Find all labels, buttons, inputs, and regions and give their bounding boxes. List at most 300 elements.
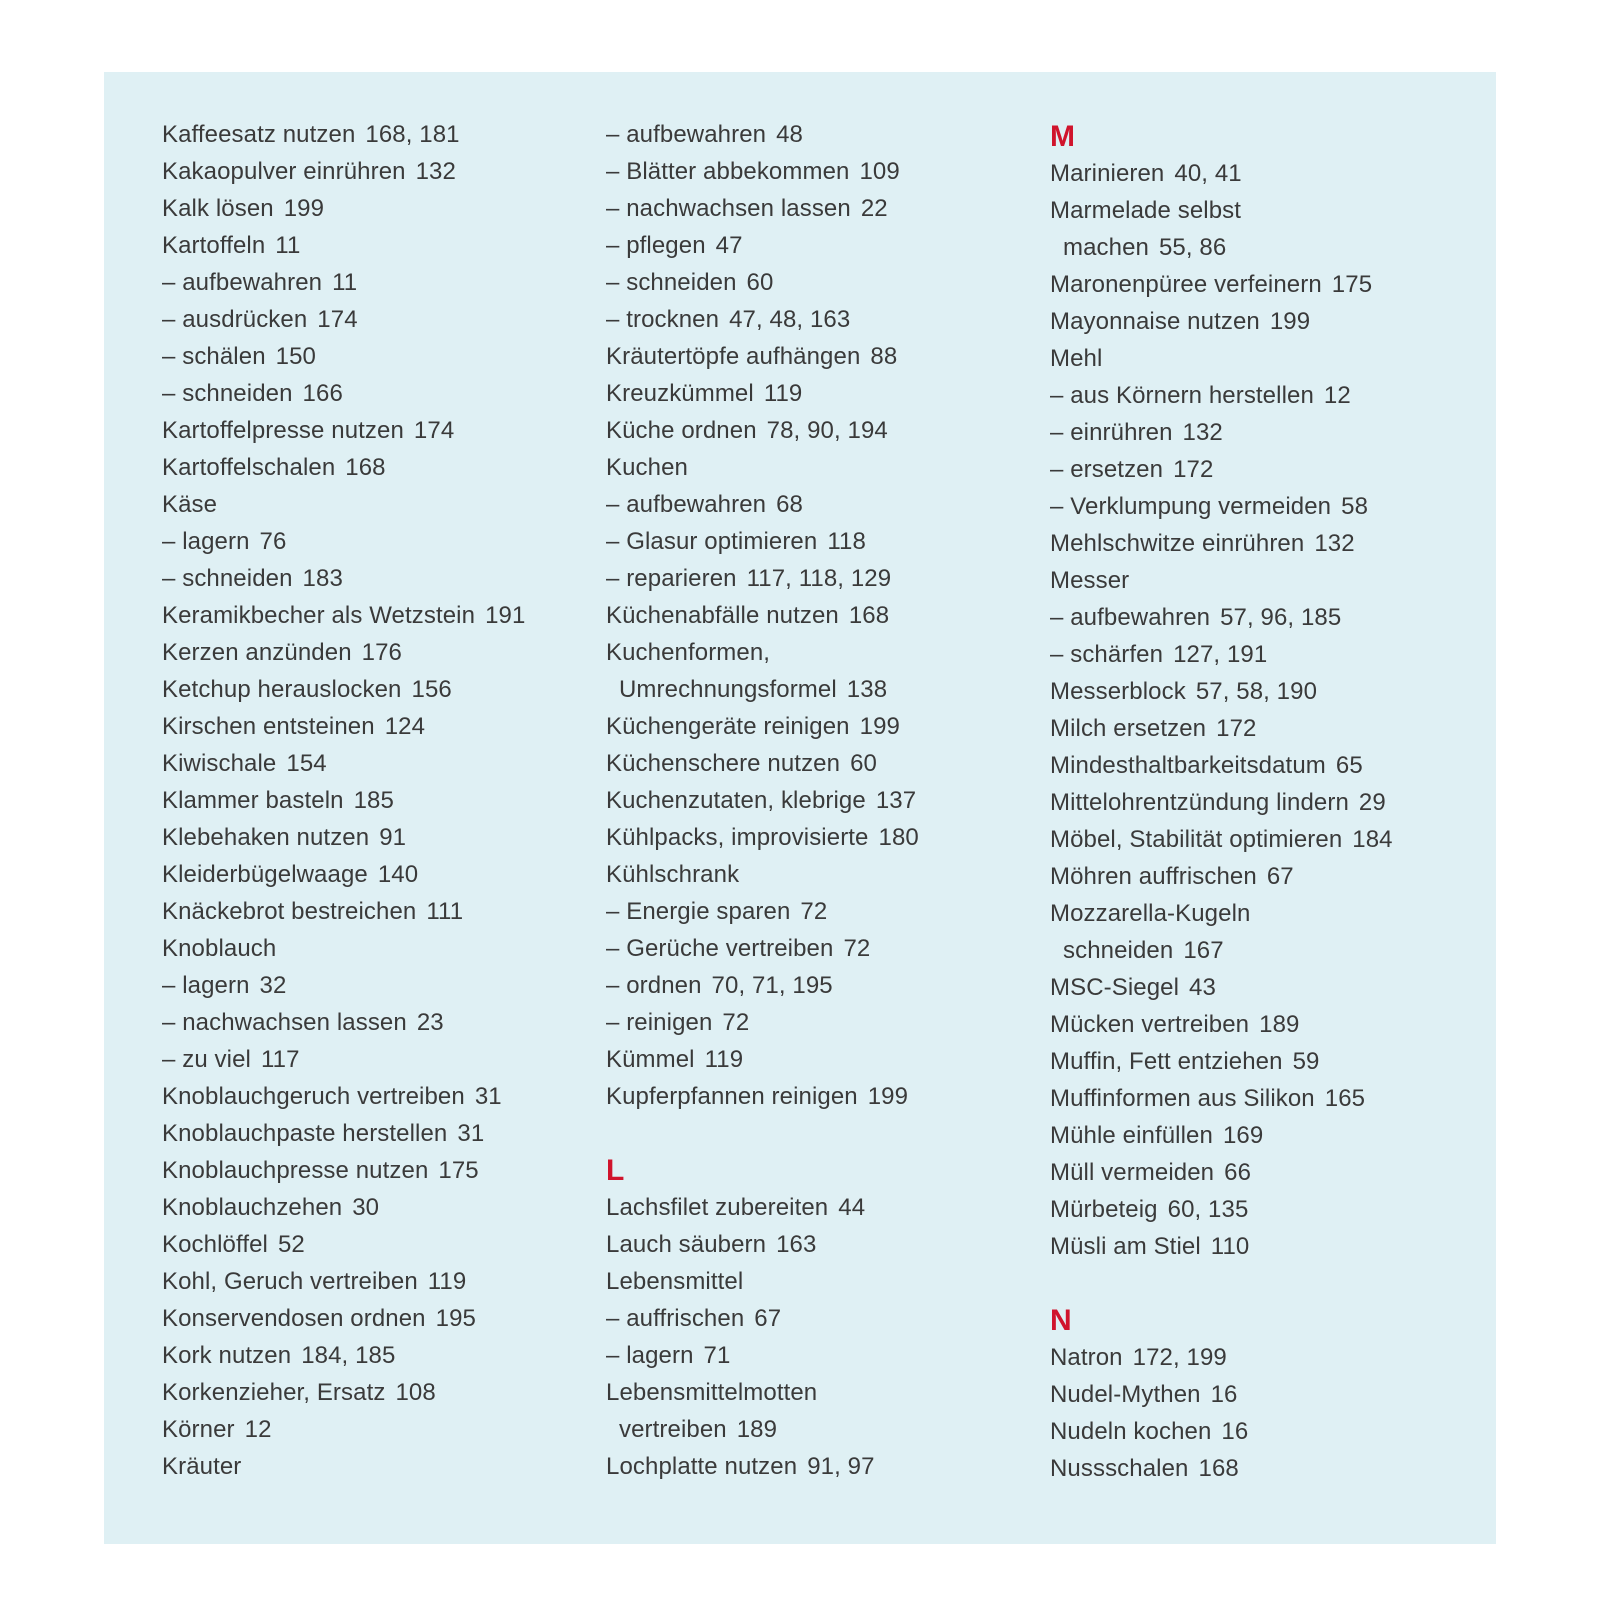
entry-term: Küchenschere nutzen — [606, 750, 841, 777]
entry-term: vertreiben — [619, 1416, 727, 1443]
entry-pages: 175 — [1331, 271, 1373, 298]
index-entry — [162, 745, 582, 782]
entry-pages: 22 — [860, 195, 888, 222]
index-entry — [1050, 1117, 1490, 1154]
entry-pages: 70, 71, 195 — [711, 972, 833, 999]
index-entry — [606, 893, 1026, 930]
entry-term: Lochplatte nutzen — [606, 1453, 798, 1480]
entry-pages: 16 — [1221, 1418, 1249, 1445]
entry-term: Lauch säubern — [606, 1231, 767, 1258]
section-gap — [1050, 1265, 1490, 1300]
entry-term: – lagern — [162, 972, 250, 999]
entry-pages: 168 — [1198, 1455, 1239, 1482]
entry-pages: 67 — [754, 1305, 782, 1332]
index-entry — [606, 486, 1026, 523]
entry-term: – schneiden — [162, 565, 293, 592]
entry-pages: 166 — [302, 380, 343, 407]
entry-pages: 183 — [302, 565, 343, 592]
entry-pages: 163 — [776, 1231, 817, 1258]
entry-term: – zu viel — [162, 1046, 251, 1073]
index-entry — [606, 671, 1026, 708]
section-letter: N — [1050, 1304, 1072, 1337]
entry-pages: 175 — [438, 1157, 479, 1184]
entry-pages: 108 — [395, 1379, 436, 1406]
entry-pages: 12 — [244, 1416, 272, 1443]
index-entry — [162, 1115, 582, 1152]
index-entry — [606, 1078, 1026, 1115]
entry-term: – Glasur optimieren — [606, 528, 818, 555]
entry-term: Kalk lösen — [162, 195, 274, 222]
entry-term: Lachsfilet zubereiten — [606, 1194, 829, 1221]
index-entry — [162, 1078, 582, 1115]
index-entry — [162, 930, 582, 967]
index-entry — [606, 264, 1026, 301]
index-entry — [162, 338, 582, 375]
entry-pages: 137 — [875, 787, 917, 814]
entry-term: Küche ordnen — [606, 417, 757, 444]
entry-term: – pflegen — [606, 232, 706, 259]
entry-pages: 109 — [859, 158, 900, 185]
index-entry — [162, 190, 582, 227]
index-entry — [162, 1300, 582, 1337]
entry-term: Mittelohrentzündung lindern — [1050, 789, 1349, 816]
index-entry — [606, 301, 1026, 338]
entry-term: – nachwachsen lassen — [606, 195, 851, 222]
index-entry — [1050, 1339, 1490, 1376]
index-entry — [606, 634, 1026, 671]
entry-term: Kühlschrank — [606, 861, 740, 888]
index-entry — [1050, 451, 1490, 488]
entry-pages: 47, 48, 163 — [729, 306, 851, 333]
entry-term: Kuchenformen, — [606, 639, 771, 666]
index-entry — [1050, 636, 1490, 673]
index-entry — [606, 1041, 1026, 1078]
entry-pages: 199 — [283, 195, 325, 222]
entry-pages: 172, 199 — [1132, 1344, 1227, 1371]
entry-term: Kirschen entsteinen — [162, 713, 375, 740]
entry-pages: 23 — [416, 1009, 444, 1036]
entry-term: Kuchen — [606, 454, 688, 481]
index-entry — [162, 1337, 582, 1374]
entry-term: Knoblauchgeruch vertreiben — [162, 1083, 465, 1110]
entry-term: Küchengeräte reinigen — [606, 713, 850, 740]
index-entry — [1050, 192, 1490, 229]
section-letter: M — [1050, 120, 1076, 153]
entry-pages: 12 — [1323, 382, 1351, 409]
entry-term: Mayonnaise nutzen — [1050, 308, 1260, 335]
entry-pages: 71 — [703, 1342, 731, 1369]
entry-term: machen — [1063, 234, 1149, 261]
index-column-1 — [162, 116, 582, 1485]
entry-term: Klammer basteln — [162, 787, 344, 814]
index-entry — [1050, 969, 1490, 1006]
entry-term: Möhren auffrischen — [1050, 863, 1257, 890]
index-entry — [606, 1411, 1026, 1448]
entry-pages: 184, 185 — [301, 1342, 396, 1369]
entry-term: – Verklumpung vermeiden — [1050, 493, 1332, 520]
entry-pages: 88 — [870, 343, 898, 370]
index-entry — [1050, 673, 1490, 710]
index-entry — [606, 1263, 1026, 1300]
entry-pages: 174 — [317, 306, 358, 333]
index-entry — [1050, 414, 1490, 451]
index-entry — [606, 708, 1026, 745]
entry-pages: 199 — [1269, 308, 1311, 335]
entry-term: – reinigen — [606, 1009, 713, 1036]
entry-term: Muffin, Fett entziehen — [1050, 1048, 1283, 1075]
entry-pages: 189 — [736, 1416, 778, 1443]
entry-pages: 59 — [1292, 1048, 1320, 1075]
index-entry — [162, 227, 582, 264]
entry-term: Möbel, Stabilität optimieren — [1050, 826, 1343, 853]
index-entry — [1050, 1043, 1490, 1080]
entry-term: – schneiden — [606, 269, 737, 296]
index-entry — [1050, 303, 1490, 340]
entry-term: Kuchenzutaten, klebrige — [606, 787, 866, 814]
entry-pages: 118 — [827, 528, 866, 555]
index-entry — [1050, 155, 1490, 192]
entry-term: Kupferpfannen reinigen — [606, 1083, 858, 1110]
index-entry — [162, 375, 582, 412]
index-entry — [1050, 1006, 1490, 1043]
entry-pages: 16 — [1210, 1381, 1238, 1408]
entry-term: Klebehaken nutzen — [162, 824, 370, 851]
entry-pages: 140 — [377, 861, 419, 888]
entry-term: Keramikbecher als Wetzstein — [162, 602, 476, 629]
entry-term: Kräutertöpfe aufhängen — [606, 343, 861, 370]
entry-pages: 156 — [411, 676, 452, 703]
entry-pages: 169 — [1222, 1122, 1264, 1149]
entry-pages: 43 — [1189, 974, 1216, 1001]
entry-term: Kräuter — [162, 1453, 242, 1480]
entry-pages: 110 — [1210, 1233, 1250, 1260]
entry-pages: 195 — [435, 1305, 476, 1332]
entry-pages: 132 — [1182, 419, 1223, 446]
index-entry — [606, 523, 1026, 560]
entry-term: Milch ersetzen — [1050, 715, 1207, 742]
index-entry — [1050, 340, 1490, 377]
entry-pages: 91 — [379, 824, 407, 851]
index-entry — [162, 264, 582, 301]
entry-pages: 44 — [838, 1194, 866, 1221]
index-entry — [1050, 932, 1490, 969]
entry-term: Müll vermeiden — [1050, 1159, 1215, 1186]
index-entry — [162, 116, 582, 153]
section-letter: L — [606, 1154, 625, 1187]
index-entry — [162, 1263, 582, 1300]
index-entry — [606, 1004, 1026, 1041]
entry-term: – einrühren — [1050, 419, 1173, 446]
entry-pages: 185 — [353, 787, 394, 814]
entry-pages: 76 — [259, 528, 287, 555]
entry-term: Nussschalen — [1050, 1455, 1189, 1482]
index-entry — [1050, 266, 1490, 303]
entry-pages: 167 — [1183, 937, 1224, 964]
index-entry — [1050, 1413, 1490, 1450]
entry-pages: 91, 97 — [807, 1453, 875, 1480]
index-entry — [162, 1448, 582, 1485]
entry-pages: 165 — [1324, 1085, 1366, 1112]
entry-pages: 72 — [722, 1009, 750, 1036]
index-entry — [1050, 1228, 1490, 1265]
index-entry — [162, 1189, 582, 1226]
entry-term: Natron — [1050, 1344, 1123, 1371]
entry-pages: 55, 86 — [1158, 234, 1227, 261]
index-entry — [162, 1374, 582, 1411]
entry-term: – nachwachsen lassen — [162, 1009, 407, 1036]
entry-term: Müsli am Stiel — [1050, 1233, 1201, 1260]
entry-term: Mindesthaltbarkeitsdatum — [1050, 752, 1326, 779]
index-entry — [606, 856, 1026, 893]
entry-term: Lebensmittel — [606, 1268, 744, 1295]
entry-term: – ersetzen — [1050, 456, 1164, 483]
index-entry — [1050, 562, 1490, 599]
entry-term: Käse — [162, 491, 218, 518]
entry-pages: 40, 41 — [1174, 160, 1242, 187]
index-entry — [606, 745, 1026, 782]
entry-term: Kiwischale — [162, 750, 277, 777]
index-entry — [606, 1189, 1026, 1226]
index-entry — [162, 153, 582, 190]
entry-pages: 172 — [1173, 456, 1214, 483]
section-gap — [606, 1115, 1026, 1150]
index-entry — [1050, 1376, 1490, 1413]
index-entry — [162, 1004, 582, 1041]
entry-pages: 174 — [413, 417, 455, 444]
entry-pages: 117 — [260, 1046, 300, 1073]
index-entry — [606, 597, 1026, 634]
entry-pages: 65 — [1335, 752, 1363, 779]
index-entry — [606, 782, 1026, 819]
entry-term: – aufbewahren — [1050, 604, 1211, 631]
index-entry — [606, 449, 1026, 486]
entry-pages: 57, 96, 185 — [1220, 604, 1342, 631]
entry-term: Nudeln kochen — [1050, 1418, 1212, 1445]
index-entry — [1050, 488, 1490, 525]
index-entry — [1050, 1450, 1490, 1487]
entry-term: Knoblauch — [162, 935, 277, 962]
entry-term: Mühle einfüllen — [1050, 1122, 1213, 1149]
entry-term: Kohl, Geruch vertreiben — [162, 1268, 418, 1295]
entry-term: Mücken vertreiben — [1050, 1011, 1250, 1038]
index-entry — [1050, 377, 1490, 414]
entry-term: Nudel-Mythen — [1050, 1381, 1201, 1408]
entry-term: Kartoffelschalen — [162, 454, 336, 481]
entry-term: – ausdrücken — [162, 306, 308, 333]
entry-term: Mürbeteig — [1050, 1196, 1158, 1223]
entry-pages: 119 — [763, 380, 803, 407]
index-entry — [1050, 710, 1490, 747]
entry-term: Lebensmittelmotten — [606, 1379, 818, 1406]
index-entry — [1050, 895, 1490, 932]
entry-pages: 176 — [361, 639, 402, 666]
entry-term: – aus Körnern herstellen — [1050, 382, 1314, 409]
entry-pages: 168, 181 — [365, 121, 460, 148]
index-entry — [1050, 858, 1490, 895]
index-entry — [1050, 525, 1490, 562]
index-entry — [162, 967, 582, 1004]
entry-pages: 127, 191 — [1173, 641, 1268, 668]
index-entry — [606, 1337, 1026, 1374]
entry-pages: 60, 135 — [1167, 1196, 1249, 1223]
entry-term: Marinieren — [1050, 160, 1165, 187]
entry-pages: 29 — [1358, 789, 1386, 816]
index-entry — [1050, 1154, 1490, 1191]
index-entry — [162, 1226, 582, 1263]
entry-term: – reparieren — [606, 565, 737, 592]
entry-pages: 119 — [704, 1046, 744, 1073]
entry-pages: 132 — [1314, 530, 1355, 557]
index-entry — [162, 412, 582, 449]
entry-pages: 48 — [776, 121, 803, 148]
index-column-2 — [606, 116, 1026, 1485]
index-entry — [162, 301, 582, 338]
entry-pages: 189 — [1259, 1011, 1300, 1038]
entry-term: Ketchup herauslocken — [162, 676, 402, 703]
entry-pages: 111 — [426, 898, 464, 925]
index-entry — [162, 708, 582, 745]
entry-pages: 31 — [474, 1083, 502, 1110]
entry-term: Messerblock — [1050, 678, 1186, 705]
entry-term: Kartoffeln — [162, 232, 266, 259]
entry-term: – aufbewahren — [606, 491, 767, 518]
entry-term: Kakaopulver einrühren — [162, 158, 406, 185]
index-entry — [606, 1448, 1026, 1485]
index-entry — [162, 782, 582, 819]
entry-term: Maronenpüree verfeinern — [1050, 271, 1322, 298]
entry-term: Kaffeesatz nutzen — [162, 121, 356, 148]
index-entry — [606, 338, 1026, 375]
index-entry — [162, 893, 582, 930]
entry-term: Kümmel — [606, 1046, 695, 1073]
entry-term: Marmelade selbst — [1050, 197, 1242, 224]
entry-term: Kartoffelpresse nutzen — [162, 417, 404, 444]
entry-pages: 168 — [848, 602, 890, 629]
entry-term: – trocknen — [606, 306, 720, 333]
entry-term: – lagern — [606, 1342, 694, 1369]
index-entry — [162, 1041, 582, 1078]
entry-pages: 68 — [776, 491, 803, 518]
entry-term: – ordnen — [606, 972, 702, 999]
entry-pages: 117, 118, 129 — [746, 565, 892, 592]
entry-term: Kleiderbügelwaage — [162, 861, 368, 888]
entry-term: – schälen — [162, 343, 266, 370]
entry-term: Kochlöffel — [162, 1231, 268, 1258]
entry-pages: 78, 90, 194 — [766, 417, 888, 444]
index-entry — [1050, 1191, 1490, 1228]
entry-term: Korkenzieher, Ersatz — [162, 1379, 386, 1406]
index-entry — [162, 523, 582, 560]
entry-term: schneiden — [1063, 937, 1174, 964]
entry-term: – schärfen — [1050, 641, 1164, 668]
index-entry — [162, 449, 582, 486]
entry-term: – aufbewahren — [162, 269, 323, 296]
entry-pages: 67 — [1266, 863, 1294, 890]
entry-term: Mehl — [1050, 345, 1103, 372]
entry-term: Körner — [162, 1416, 235, 1443]
entry-pages: 199 — [867, 1083, 909, 1110]
entry-term: Umrechnungsformel — [619, 676, 837, 703]
index-entry — [162, 671, 582, 708]
entry-term: Mozzarella-Kugeln — [1050, 900, 1251, 927]
index-entry — [162, 1152, 582, 1189]
entry-term: Mehlschwitze einrühren — [1050, 530, 1305, 557]
index-entry — [606, 560, 1026, 597]
entry-term: – lagern — [162, 528, 250, 555]
entry-term: Kühlpacks, improvisierte — [606, 824, 869, 851]
index-entry — [162, 819, 582, 856]
index-entry — [1050, 747, 1490, 784]
index-entry — [1050, 1080, 1490, 1117]
entry-term: MSC-Siegel — [1050, 974, 1180, 1001]
entry-pages: 60 — [850, 750, 877, 777]
entry-pages: 11 — [275, 232, 301, 259]
entry-term: – aufbewahren — [606, 121, 767, 148]
index-entry — [1050, 599, 1490, 636]
entry-pages: 150 — [275, 343, 316, 370]
entry-term: – Energie sparen — [606, 898, 791, 925]
entry-pages: 32 — [259, 972, 287, 999]
index-entry — [606, 1300, 1026, 1337]
entry-pages: 57, 58, 190 — [1195, 678, 1318, 705]
entry-term: Kork nutzen — [162, 1342, 292, 1369]
entry-pages: 180 — [878, 824, 919, 851]
index-entry — [606, 153, 1026, 190]
index-entry — [606, 227, 1026, 264]
entry-term: – Gerüche vertreiben — [606, 935, 834, 962]
entry-pages: 66 — [1224, 1159, 1252, 1186]
entry-term: Knoblauchpresse nutzen — [162, 1157, 429, 1184]
index-entry — [606, 930, 1026, 967]
entry-pages: 30 — [352, 1194, 380, 1221]
entry-pages: 172 — [1216, 715, 1257, 742]
entry-pages: 52 — [277, 1231, 305, 1258]
index-entry — [606, 190, 1026, 227]
entry-pages: 154 — [286, 750, 327, 777]
index-entry — [606, 375, 1026, 412]
entry-term: Kreuzkümmel — [606, 380, 754, 407]
entry-pages: 132 — [415, 158, 456, 185]
index-entry — [162, 634, 582, 671]
entry-term: Konservendosen ordnen — [162, 1305, 426, 1332]
entry-term: Messer — [1050, 567, 1130, 594]
entry-term: Kerzen anzünden — [162, 639, 352, 666]
index-entry — [606, 412, 1026, 449]
entry-pages: 199 — [859, 713, 900, 740]
entry-term: – schneiden — [162, 380, 293, 407]
index-entry — [162, 1411, 582, 1448]
entry-pages: 124 — [384, 713, 426, 740]
index-entry — [1050, 821, 1490, 858]
entry-pages: 138 — [846, 676, 888, 703]
index-entry — [1050, 784, 1490, 821]
entry-pages: 31 — [457, 1120, 485, 1147]
entry-term: Muffinformen aus Silikon — [1050, 1085, 1315, 1112]
entry-term: Knoblauchzehen — [162, 1194, 343, 1221]
entry-pages: 119 — [427, 1268, 467, 1295]
index-entry — [606, 1374, 1026, 1411]
entry-pages: 168 — [345, 454, 386, 481]
entry-term: Küchenabfälle nutzen — [606, 602, 839, 629]
index-entry — [606, 819, 1026, 856]
index-entry — [606, 116, 1026, 153]
entry-term: – Blätter abbekommen — [606, 158, 850, 185]
entry-term: – auffrischen — [606, 1305, 745, 1332]
entry-pages: 47 — [715, 232, 743, 259]
entry-pages: 72 — [800, 898, 828, 925]
index-entry — [162, 856, 582, 893]
entry-pages: 72 — [843, 935, 871, 962]
